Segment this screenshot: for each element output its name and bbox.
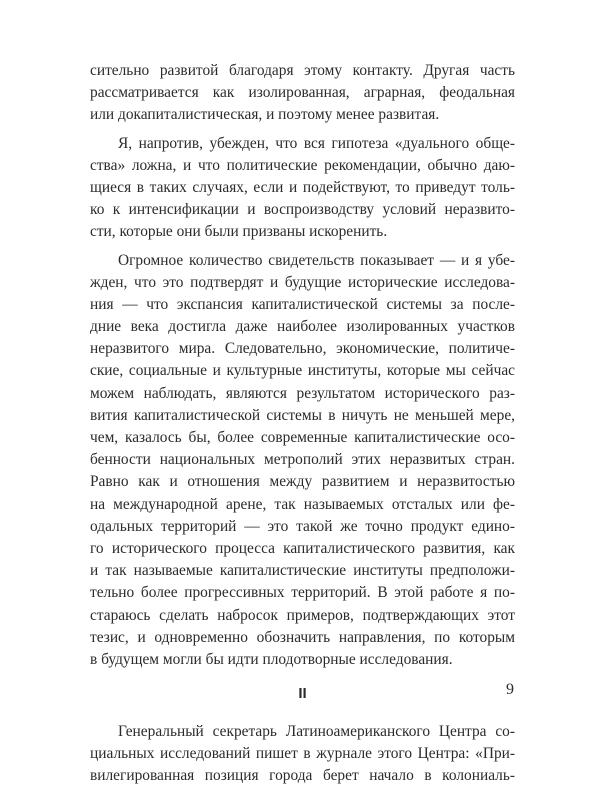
paragraph (90, 721, 515, 788)
section-paragraph (90, 721, 515, 788)
text-line: тезис, и одновременно обозначить направления, по которым (90, 628, 515, 646)
text-line: стараюсь сделать набросок примеров, подтверждающих этот (90, 606, 515, 624)
text-line: сительно развитой благодаря этому контакту. Другая часть (90, 62, 515, 79)
text-line: вития капиталистической системы в ничуть не меньшей мере, (90, 406, 515, 424)
paragraph (90, 250, 515, 672)
text-line: Огромное количество свидетельств показывает — и я убе- (118, 251, 515, 269)
paragraph (90, 60, 515, 127)
text-line: одальных территорий — это такой же точно продукт едино- (90, 517, 515, 535)
text-line: в будущем могли бы идти плодотворные исследования. (90, 650, 453, 668)
text-line: неразвитого мира. Следовательно, экономические, политиче- (90, 340, 515, 358)
text-line: ства» ложна, и что политические рекомендации, обычно даю- (90, 156, 515, 174)
text-line: и так называемые капиталистические институты предположи- (90, 562, 515, 580)
text-line: на международной арене, так называемых отсталых или фе- (90, 495, 515, 513)
paragraphs (90, 60, 515, 671)
text-line: сти, которые они были призваны искоренить. (90, 223, 388, 241)
text-line: циальных исследований пишет в журнале этого Центра: «При- (90, 745, 515, 763)
text-line: вилегированная позиция города берет начало в колониаль- (90, 767, 515, 785)
text-line: или докапиталистическая, и поэтому менее развитая. (90, 106, 440, 124)
text-line: ния — что экспансия капиталистической системы за после- (90, 295, 515, 313)
text-line: можем наблюдать, являются результатом исторического раз- (90, 384, 515, 402)
text-line: ко к интенсификации и воспроизводству условий неразвито- (90, 201, 515, 219)
text-line: Генеральный секретарь Латиноамериканского Центра со- (118, 723, 515, 741)
text-line: го исторического процесса капиталистического развития, как (90, 539, 515, 557)
text-line: щиеся в таких случаях, если и подействуют, то приведут толь- (90, 178, 515, 196)
page-number: 9 (506, 681, 514, 698)
text-line: ские, социальные и культурные институты, которые мы сейчас (90, 362, 515, 380)
text-line: Равно как и отношения между развитием и неразвитостью (90, 473, 515, 491)
text-line: тельно более прогрессивных территорий. В этой работе я по- (90, 584, 515, 602)
text-line: бенности национальных метрополий этих неразвитых стран. (90, 451, 515, 469)
text-line: чем, казалось бы, более современные капиталистические осо- (90, 429, 515, 446)
paragraph (90, 133, 515, 244)
text-line: рассматривается как изолированная, аграрная, феодальная (90, 84, 515, 102)
section-heading: II (298, 685, 307, 703)
text-line: дние века достигла даже наиболее изолированных участков (90, 318, 515, 336)
text-line: Я, напротив, убежден, что вся гипотеза «дуального обще- (118, 134, 515, 152)
text-line: жден, что это подтвердят и будущие исторические исследова- (90, 273, 515, 291)
